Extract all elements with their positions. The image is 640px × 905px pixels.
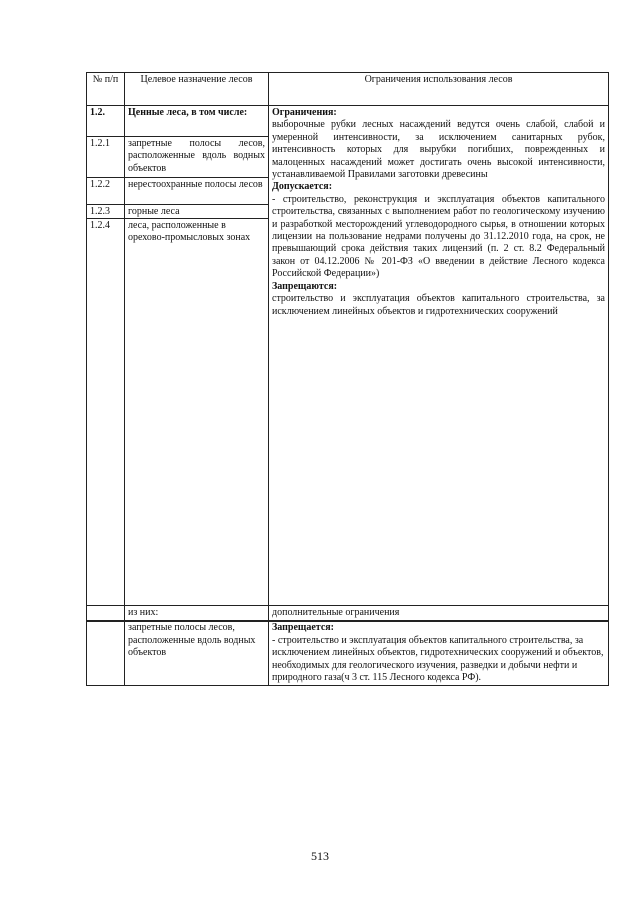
sub-row-name: запретные полосы лесов, расположенные вдоль водных объектов — [125, 621, 269, 686]
sub-header: дополнительные ограничения — [269, 606, 609, 621]
row-name-2: нерестоохранные полосы лесов — [125, 177, 268, 204]
header-purpose: Целевое назначение лесов — [125, 73, 269, 106]
sub-label: из них: — [125, 606, 269, 621]
allowed-heading: Допускается: — [272, 181, 333, 193]
sub-prohibited-heading: Запрещается: — [272, 622, 335, 634]
header-num: № п/п — [87, 73, 125, 106]
prohibited-heading: Запрещаются: — [272, 280, 338, 292]
row-num-1: 1.2.1 — [87, 136, 124, 177]
page-number: 513 — [311, 849, 329, 863]
sub-prohibited-text: - строительство и эксплуатация объектов капитального строительства, за исключением линейных объектов, гидротехнических сооружений и объектов, необходимых для геологического изучения, разведки и добычи нефти и природного газа(ч 3 ст. 115 Лесного кодекса РФ). — [272, 634, 604, 684]
sub-table — [86, 605, 609, 686]
sub-row-restrictions — [269, 621, 609, 686]
row-num-4: 1.2.4 — [87, 218, 124, 233]
header-restrictions: Ограничения использования лесов — [269, 73, 609, 106]
group-title: Ценные леса, в том числе: — [128, 107, 248, 118]
restrictions-heading: Ограничения: — [272, 107, 337, 118]
row-name-1: запретные полосы лесов, расположенные вдоль водных объектов — [125, 136, 268, 177]
row-num-2: 1.2.2 — [87, 177, 124, 204]
restrictions-table — [86, 72, 609, 622]
row-num-3: 1.2.3 — [87, 204, 124, 218]
row-name-3: горные леса — [125, 204, 268, 218]
table-row-group — [87, 106, 609, 622]
allowed-text: - строительство, реконструкция и эксплуатация объектов капитального строительства, связанных с выполнением работ по геологическому изучению и разработкой месторождений углеводородного сырья, в отношении которых лицензии на пользование недрами получены до 31.12.2010 года, на срок, не превышающий срока действия таких лицензий (п. 2 ст. 8.2 Федеральный закон от 04.12.2006 № 201-ФЗ «О введении в действие Лесного кодекса Российской Федерации») — [272, 193, 605, 280]
purpose-column — [125, 106, 269, 622]
sub-row — [87, 621, 609, 686]
sub-label-row — [87, 606, 609, 621]
table-header-row — [87, 73, 609, 106]
prohibited-text: строительство и эксплуатация объектов капитального строительства, за исключением линейных объектов и гидротехнических сооружений — [272, 293, 605, 317]
restrictions-cell — [269, 106, 609, 622]
group-num: 1.2. — [90, 107, 105, 118]
row-name-4: леса, расположенные в орехово-промысловых зонах — [125, 218, 268, 246]
restrictions-text: выборочные рубки лесных насаждений ведутся очень слабой, слабой и умеренной интенсивности, за исключением санитарных рубок, интенсивность которых для вырубки погибших, поврежденных и малоценных насаждений может достигать очень высокой интенсивности, устанавливаемой Правилами заготовки древесины — [272, 119, 605, 181]
num-column — [87, 106, 125, 622]
